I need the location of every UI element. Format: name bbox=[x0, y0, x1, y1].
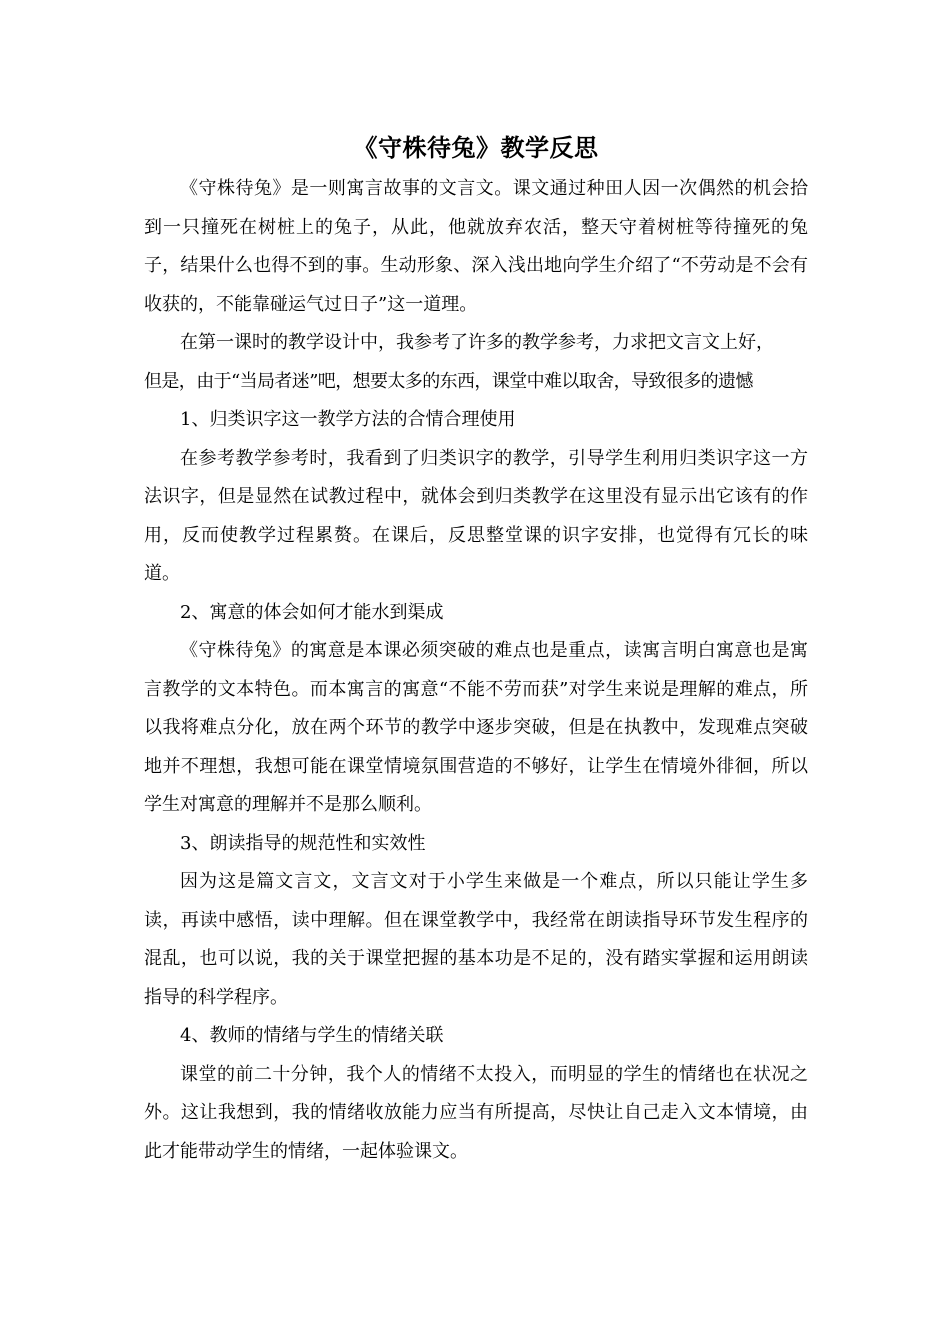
section-4-body: 课堂的前二十分钟，我个人的情绪不太投入，而明显的学生的情绪也在状况之外。这让我想到，我的情绪收放能力应当有所提高，尽快让自己走入文本情境，由此才能带动学生的情绪，一起体验课文。 bbox=[144, 1063, 808, 1162]
intro-paragraph: 《守株待兔》是一则寓言故事的文言文。课文通过种田人因一次偶然的机会拾到一只撞死在树桩上的兔子，从此，他就放弃农活，整天守着树桩等待撞死的兔子，结果什么也得不到的事。生动形象、深入浅出地向学生介绍了“不劳动是不会有收获的，不能靠碰运气过日子”这一道理。 bbox=[144, 178, 808, 315]
document-body bbox=[144, 130, 808, 1171]
document-title: 《守株待兔》教学反思 bbox=[353, 134, 599, 162]
paragraph-2-line-1: 在第一课时的教学设计中，我参考了许多的教学参考，力求把文言文上好， bbox=[180, 332, 774, 353]
section-1-body: 在参考教学参考时，我看到了归类识字的教学，引导学生利用归类识字这一方法识字，但是显然在试教过程中，就体会到归类教学在这里没有显示出它该有的作用，反而使教学过程累赘。在课后，反思整堂课的识字安排，也觉得有冗长的味道。 bbox=[144, 447, 808, 584]
section-3-body: 因为这是篇文言文，文言文对于小学生来做是一个难点，所以只能让学生多读，再读中感悟，读中理解。但在课堂教学中，我经常在朗读指导环节发生程序的混乱，也可以说，我的关于课堂把握的基本功是不足的，没有踏实掌握和运用朗读指导的科学程序。 bbox=[144, 871, 808, 1008]
section-2-body: 《守株待兔》的寓意是本课必须突破的难点也是重点，读寓言明白寓意也是寓言教学的文本特色。而本寓言的寓意“不能不劳而获”对学生来说是理解的难点，所以我将难点分化，放在两个环节的教学中逐步突破，但是在执教中，发现难点突破地并不理想，我想可能在课堂情境氛围营造的不够好，让学生在情境外徘徊，所以学生对寓意的理解并不是那么顺利。 bbox=[144, 640, 808, 815]
section-1-heading: 1、归类识字这一教学方法的合情合理使用 bbox=[180, 409, 516, 430]
section-3-heading: 3、朗读指导的规范性和实效性 bbox=[180, 832, 426, 854]
section-4-heading: 4、教师的情绪与学生的情绪关联 bbox=[180, 1025, 444, 1046]
paragraph-2-line-2: 但是，由于“当局者迷”吧，想要太多的东西，课堂中难以取舍，导致很多的遗憾 bbox=[144, 370, 753, 392]
section-2-heading: 2、寓意的体会如何才能水到渠成 bbox=[180, 601, 444, 623]
